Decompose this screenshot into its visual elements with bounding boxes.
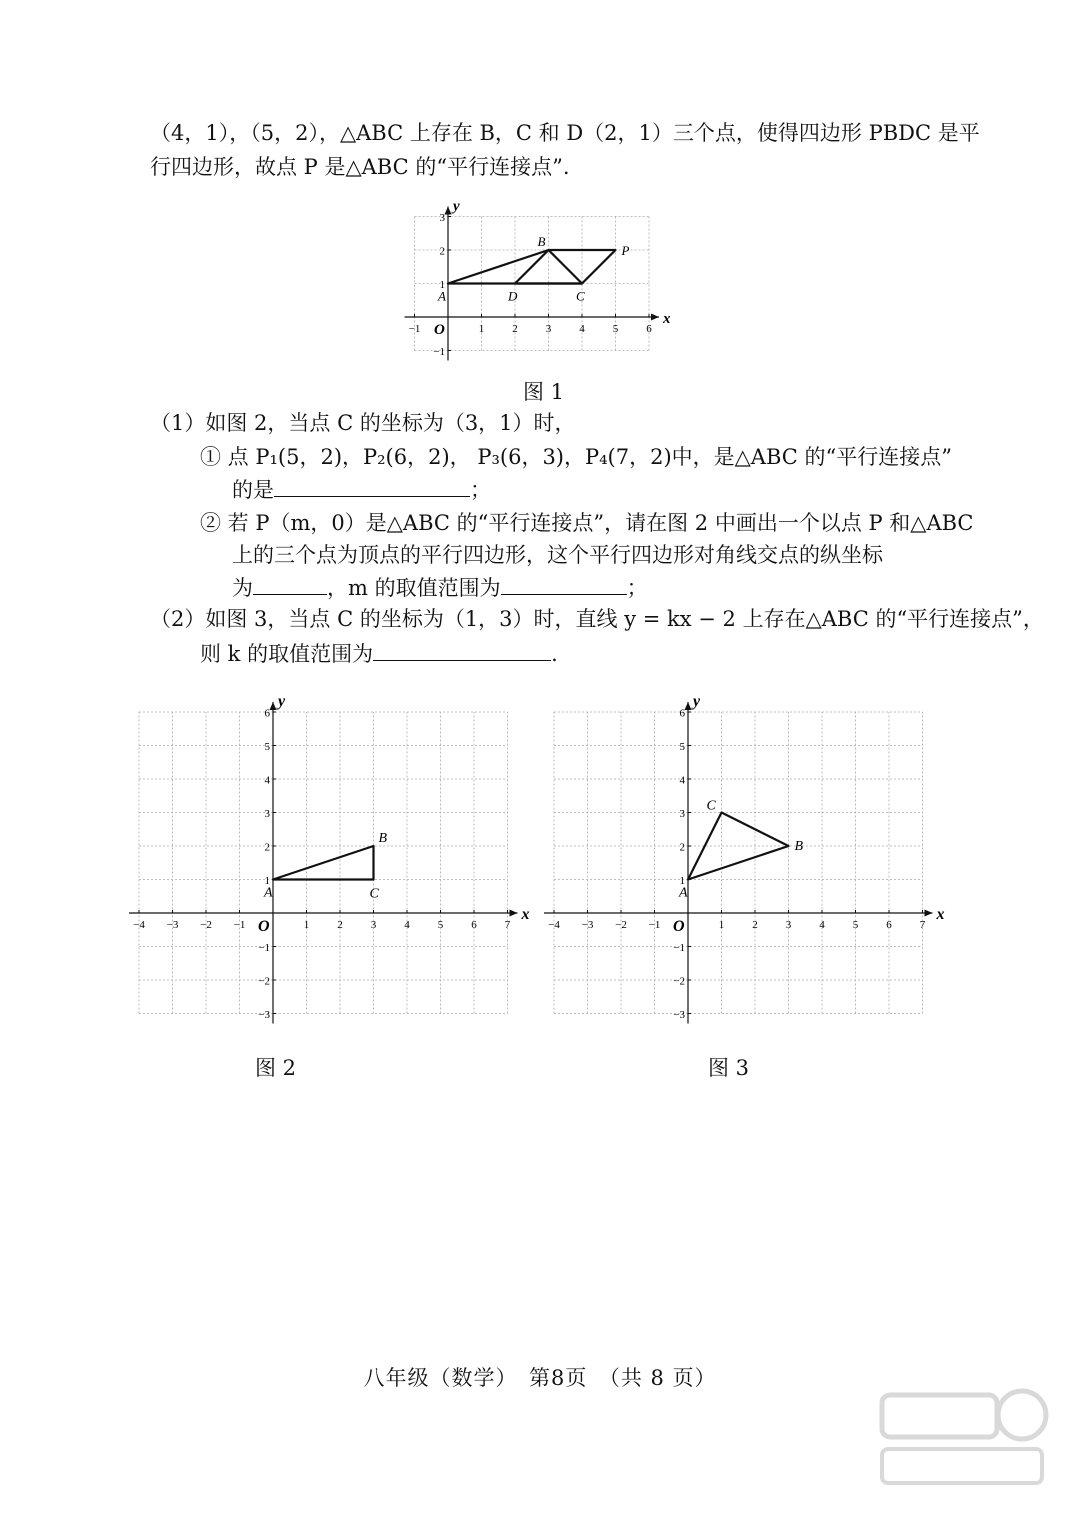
x-tick-label: −1 — [648, 919, 661, 931]
x-tick-label: 4 — [404, 919, 410, 931]
x-axis-arrow — [925, 910, 933, 917]
y-axis-label: y — [278, 693, 286, 710]
point-label-a: A — [438, 288, 446, 304]
y-axis-label: y — [693, 693, 701, 710]
question-1-2-line-1: ② 若 P（m，0）是△ABC 的“平行连接点”，请在图 2 中画出一个以点 P 和△ABC — [200, 511, 974, 535]
x-tick-label: 1 — [718, 919, 725, 931]
y-tick-label: 1 — [679, 875, 685, 887]
x-tick-label: 2 — [512, 323, 518, 335]
question-1-1-suffix: ； — [470, 478, 491, 502]
y-tick-label: 4 — [679, 774, 685, 787]
x-tick-label: −1 — [233, 919, 246, 931]
y-tick-label: 5 — [264, 741, 270, 753]
y-tick-label: 5 — [679, 741, 685, 753]
y-tick-label: 1 — [264, 875, 270, 887]
x-tick-label: 6 — [886, 919, 892, 931]
x-axis-label: x — [936, 906, 945, 923]
y-tick-label: 3 — [679, 808, 685, 820]
y-tick-label: −2 — [258, 975, 270, 988]
point-label-b: B — [537, 234, 546, 249]
y-tick-label: 3 — [264, 808, 270, 820]
x-tick-label: −2 — [615, 919, 627, 931]
origin-label: O — [434, 322, 445, 338]
x-axis-arrow — [510, 910, 518, 917]
watermark-logo — [872, 1383, 1052, 1493]
x-tick-label: −3 — [166, 919, 179, 931]
intro-line-1: （4，1），（5，2），△ABC 上存在 B，C 和 D（2，1）三个点，使得四边形 PBDC 是平 — [150, 121, 980, 145]
question-1-1-prefix: 的是 — [232, 478, 274, 502]
x-tick-label: −1 — [408, 323, 421, 335]
question-1-1-line-1: ① 点 P₁(5，2)，P₂(6，2)， P₃(6，3)，P₄(7，2)中，是△ABC 的“平行连接点” — [200, 445, 952, 469]
x-tick-label: 2 — [752, 919, 758, 931]
x-tick-label: 7 — [504, 919, 511, 931]
x-tick-label: 4 — [819, 919, 825, 931]
answer-blank-1-2-ordinate[interactable] — [253, 572, 327, 595]
x-tick-label: 1 — [478, 323, 485, 335]
x-axis-label: x — [663, 311, 671, 327]
point-label-c: C — [706, 798, 716, 814]
question-1-2-suffix: ； — [626, 576, 648, 600]
answer-blank-1-2-range[interactable] — [501, 572, 627, 595]
point-label-c: C — [576, 288, 585, 304]
intro-line-2: 行四边形，故点 P 是△ABC 的“平行连接点”. — [150, 155, 570, 179]
question-1-intro: （1）如图 2，当点 C 的坐标为（3，1）时， — [150, 411, 576, 435]
point-label-d: D — [508, 288, 518, 304]
question-1-2-line-2: 上的三个点为顶点的平行四边形，这个平行四边形对角线交点的纵坐标 — [232, 543, 883, 567]
y-tick-label: 4 — [264, 774, 270, 787]
question-2-line-1: （2）如图 3，当点 C 的坐标为（1，3）时，直线 y = kx − 2 上存在△ABC 的“平行连接点”， — [150, 607, 1044, 631]
y-tick-label: −3 — [258, 1009, 270, 1021]
y-axis-arrow — [685, 702, 692, 710]
x-tick-label: 3 — [545, 323, 552, 335]
y-tick-label: 2 — [264, 841, 270, 854]
y-tick-label: 3 — [439, 212, 445, 224]
point-label-a: A — [679, 885, 688, 901]
figure-2-caption: 图 2 — [255, 1056, 297, 1080]
point-label-b: B — [794, 839, 804, 854]
y-tick-label: 6 — [264, 707, 270, 720]
question-1-2-line-3 — [232, 572, 648, 603]
origin-label: O — [673, 918, 685, 935]
y-tick-label: −1 — [673, 942, 685, 954]
point-label-b: B — [378, 831, 388, 846]
y-tick-label: −2 — [673, 975, 685, 988]
x-axis-label: x — [521, 906, 530, 923]
figure-1-graph — [400, 190, 690, 370]
y-axis-label: y — [453, 198, 460, 215]
question-2-line-2 — [200, 638, 558, 669]
x-tick-label: −3 — [581, 919, 594, 931]
question-1-1-line-2 — [232, 474, 491, 505]
x-tick-label: 1 — [303, 919, 310, 931]
question-1-2-prefix: 为 — [232, 576, 253, 600]
figure-3-caption: 图 3 — [708, 1056, 750, 1080]
answer-blank-1-1[interactable] — [274, 474, 470, 497]
y-tick-label: 1 — [439, 279, 445, 291]
x-tick-label: 5 — [852, 919, 859, 931]
figure-3-graph — [540, 680, 960, 1035]
y-tick-label: −1 — [258, 942, 270, 954]
question-1-2-mid: ，m 的取值范围为 — [327, 576, 501, 600]
point-label-p: P — [621, 243, 630, 258]
y-axis-arrow — [270, 702, 277, 710]
x-tick-label: 5 — [437, 919, 444, 931]
x-tick-label: 4 — [579, 323, 585, 335]
x-axis-arrow — [651, 314, 659, 321]
y-tick-label: −1 — [433, 346, 445, 358]
x-tick-label: −4 — [133, 919, 145, 931]
figure-2-graph — [125, 680, 545, 1035]
y-tick-label: 2 — [439, 245, 445, 258]
question-2-suffix: . — [551, 642, 558, 666]
question-2-prefix: 则 k 的取值范围为 — [200, 642, 374, 666]
point-label-a: A — [264, 885, 273, 901]
y-tick-label: −3 — [673, 1009, 685, 1021]
figure-1-caption: 图 1 — [523, 380, 565, 404]
polygon-abc — [273, 846, 374, 880]
answer-blank-2[interactable] — [373, 638, 551, 661]
y-axis-arrow — [445, 207, 452, 215]
x-tick-label: 6 — [471, 919, 477, 931]
x-tick-label: 3 — [785, 919, 792, 931]
x-tick-label: −2 — [200, 919, 212, 931]
x-tick-label: 2 — [337, 919, 343, 931]
x-tick-label: −4 — [548, 919, 560, 931]
x-tick-label: 3 — [370, 919, 377, 931]
origin-label: O — [258, 918, 270, 935]
point-label-c: C — [369, 886, 379, 902]
y-tick-label: 2 — [679, 841, 685, 854]
page-footer: 八年级（数学） 第8页 （共 8 页） — [363, 1366, 717, 1390]
x-tick-label: 7 — [919, 919, 926, 931]
y-tick-label: 6 — [679, 707, 685, 720]
x-tick-label: 5 — [612, 323, 619, 335]
x-tick-label: 6 — [646, 323, 652, 335]
